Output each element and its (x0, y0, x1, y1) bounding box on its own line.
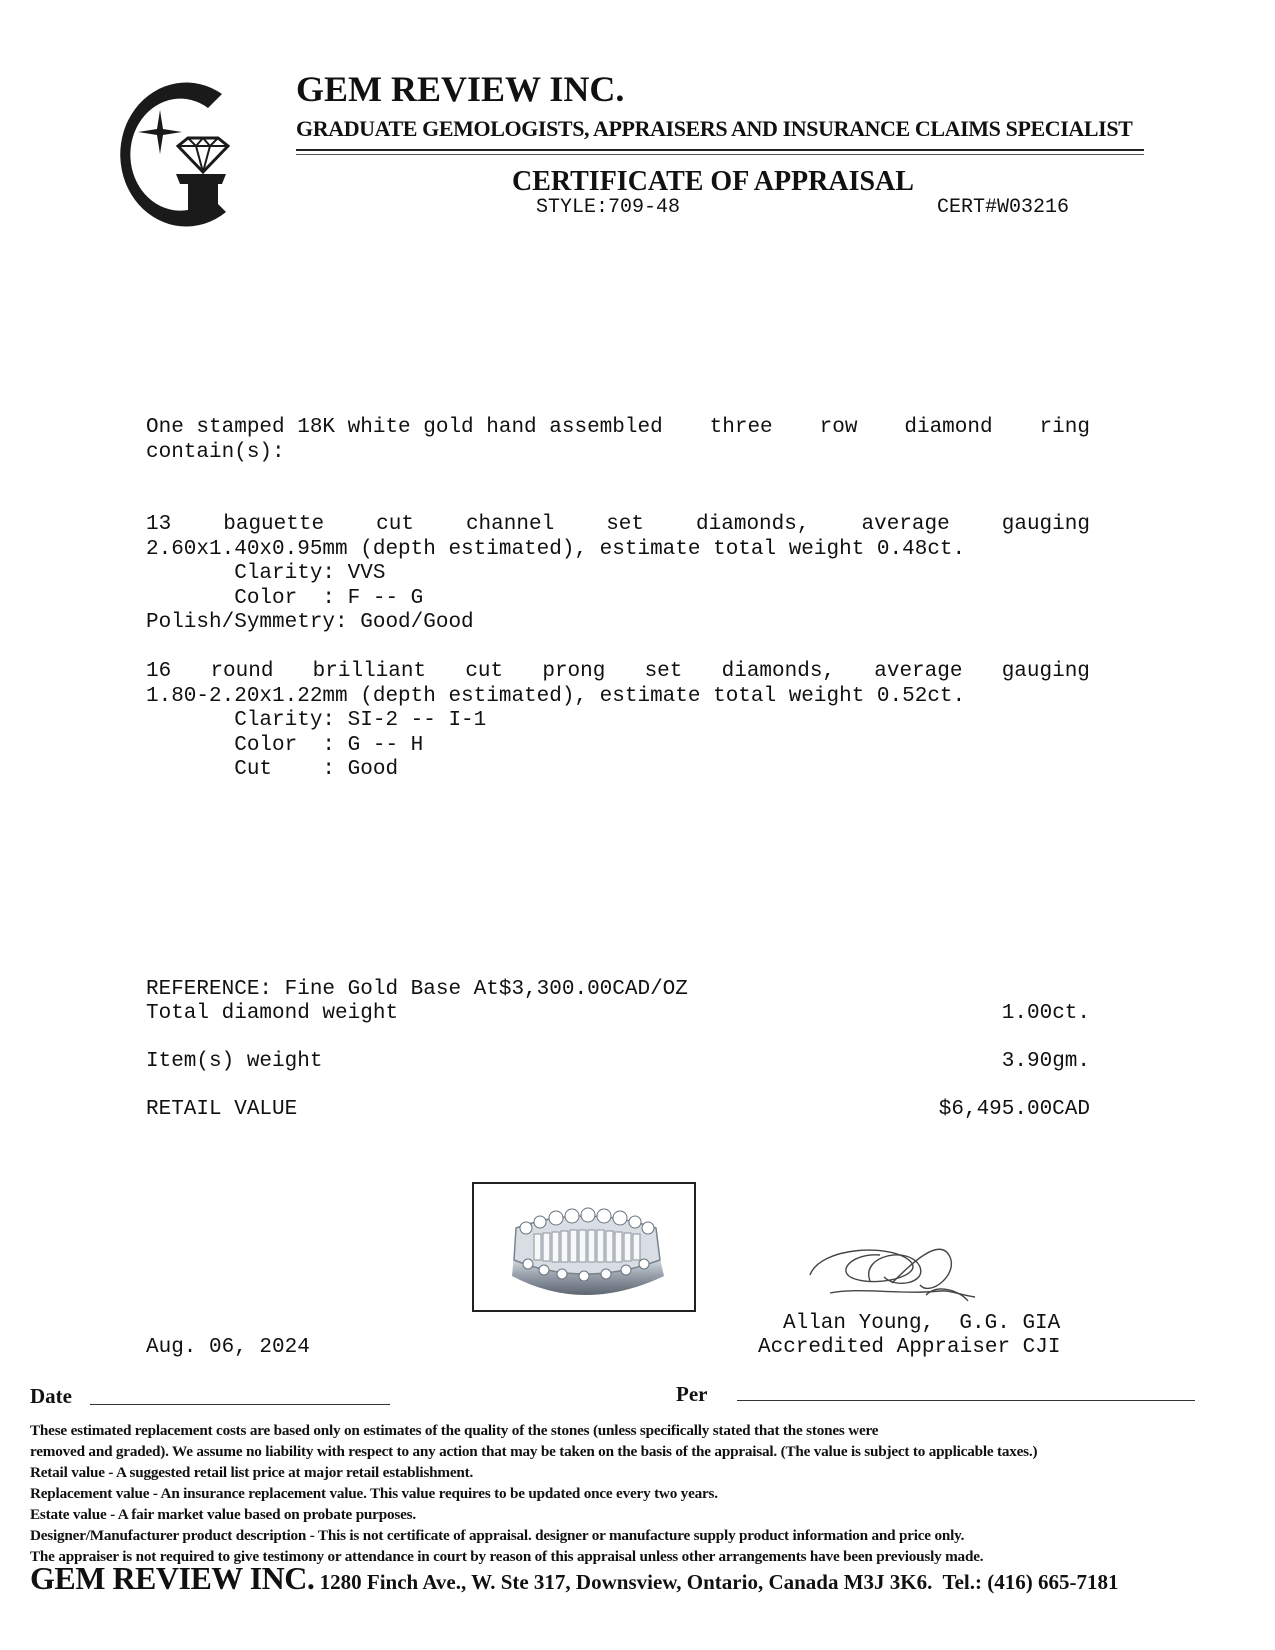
disclaimer-line: Designer/Manufacturer product description - This is not certificate of appraisal. designer or manufacture supply product information and price only. (30, 1527, 965, 1544)
baguette-word: set (606, 513, 645, 536)
diamond-weight-value: 1.00ct. (1001, 1002, 1090, 1025)
baguette-word: average (861, 513, 950, 536)
footer (30, 1560, 1118, 1597)
item-weight-value: 3.90gm. (1001, 1050, 1090, 1073)
diamond-weight-label: Total diamond weight (146, 1002, 399, 1025)
round-word: 16 (146, 660, 172, 683)
disclaimer-line: Estate value - A fair market value based on probate purposes. (30, 1506, 416, 1523)
baguette-line-1 (146, 513, 1090, 538)
round-word: set (644, 660, 683, 683)
round-color: Color : G -- H (146, 733, 424, 757)
round-diamonds-section (146, 660, 1090, 783)
round-line-2: 1.80-2.20x1.22mm (depth estimated), estimate total weight 0.52ct. (146, 684, 966, 708)
round-clarity: Clarity: SI-2 -- I-1 (146, 709, 487, 732)
item-description (146, 416, 1090, 465)
style-number: STYLE:709-48 (536, 196, 681, 219)
baguette-word: channel (465, 513, 555, 536)
round-word: diamonds, (721, 660, 836, 683)
ring-photo-icon (474, 1184, 694, 1310)
header-rule-thin (296, 154, 1144, 155)
round-word: round (210, 660, 274, 683)
round-word: brilliant (312, 660, 427, 683)
footer-brand: GEM REVIEW INC. (30, 1560, 315, 1596)
baguette-word: gauging (1001, 513, 1090, 536)
baguette-polish: Polish/Symmetry: Good/Good (146, 611, 474, 634)
round-word: cut (465, 660, 504, 683)
intro-line-1 (146, 416, 1090, 441)
retail-value-label: RETAIL VALUE (146, 1098, 298, 1121)
gem-review-logo-icon (104, 72, 244, 232)
disclaimers (30, 1420, 1260, 1567)
footer-address: 1280 Finch Ave., W. Ste 317, Downsview, Ontario, Canada M3J 3K6. Tel.: (416) 665-7181 (314, 1570, 1119, 1594)
baguette-word: diamonds, (696, 513, 810, 536)
item-weight-row (146, 1050, 1090, 1073)
disclaimer-line: These estimated replacement costs are based only on estimates of the quality of the stones (unless specifically stated that the stones were (30, 1422, 879, 1439)
round-word: average (874, 660, 963, 683)
company-name: GEM REVIEW INC. (296, 69, 625, 109)
intro-word: three (709, 416, 773, 439)
baguette-word: 13 (146, 513, 172, 536)
baguette-word: baguette (223, 513, 325, 536)
appraiser-title: Accredited Appraiser CJI (758, 1336, 1061, 1359)
certificate-number: CERT#W03216 (937, 196, 1070, 219)
certificate-title: CERTIFICATE OF APPRAISAL (512, 166, 914, 197)
appraiser-name: Allan Young, G.G. GIA (783, 1312, 1061, 1335)
round-cut: Cut : Good (146, 758, 399, 781)
baguette-color: Color : F -- G (146, 586, 424, 610)
round-word: prong (542, 660, 606, 683)
item-weight-label: Item(s) weight (146, 1050, 323, 1073)
retail-value-amount: $6,495.00CAD (938, 1098, 1090, 1121)
baguette-word: cut (376, 513, 414, 536)
per-label: Per (676, 1382, 708, 1406)
date-label: Date (30, 1384, 72, 1408)
intro-word: ring (1039, 416, 1090, 439)
baguette-line-2: 2.60x1.40x0.95mm (depth estimated), estimate total weight 0.48ct. (146, 537, 966, 561)
signature-icon (800, 1235, 1000, 1320)
retail-value-row (146, 1098, 1090, 1121)
date-line (90, 1404, 390, 1405)
header-rule (296, 149, 1144, 151)
round-word: gauging (1001, 660, 1090, 683)
total-diamond-weight-row (146, 1002, 1090, 1025)
baguette-diamonds-section (146, 513, 1090, 636)
disclaimer-line: removed and graded). We assume no liability with respect to any action that may be taken on the basis of the appraisal. (The value is subject to applicable taxes.) (30, 1443, 1038, 1460)
intro-word: row (819, 416, 858, 439)
disclaimer-line: Retail value - A suggested retail list price at major retail establishment. (30, 1464, 474, 1481)
per-line (737, 1400, 1195, 1401)
company-tagline: GRADUATE GEMOLOGISTS, APPRAISERS AND INSURANCE CLAIMS SPECIALIST (296, 116, 1133, 141)
gold-reference: REFERENCE: Fine Gold Base At$3,300.00CAD/OZ (146, 978, 688, 1001)
round-line-1 (146, 660, 1090, 685)
ring-photo (472, 1182, 696, 1312)
baguette-clarity: Clarity: VVS (146, 562, 386, 585)
issue-date: Aug. 06, 2024 (146, 1336, 310, 1359)
disclaimer-line: Replacement value - An insurance replacement value. This value requires to be updated once every two years. (30, 1485, 718, 1502)
intro-word: One stamped 18K white gold hand assembled (146, 416, 663, 439)
intro-line-2: contain(s): (146, 440, 285, 464)
intro-word: diamond (904, 416, 993, 439)
disclaimer-line: The appraiser is not required to give testimony or attendance in court by reason of this appraisal unless other arrangements have been previously made. (30, 1548, 984, 1565)
